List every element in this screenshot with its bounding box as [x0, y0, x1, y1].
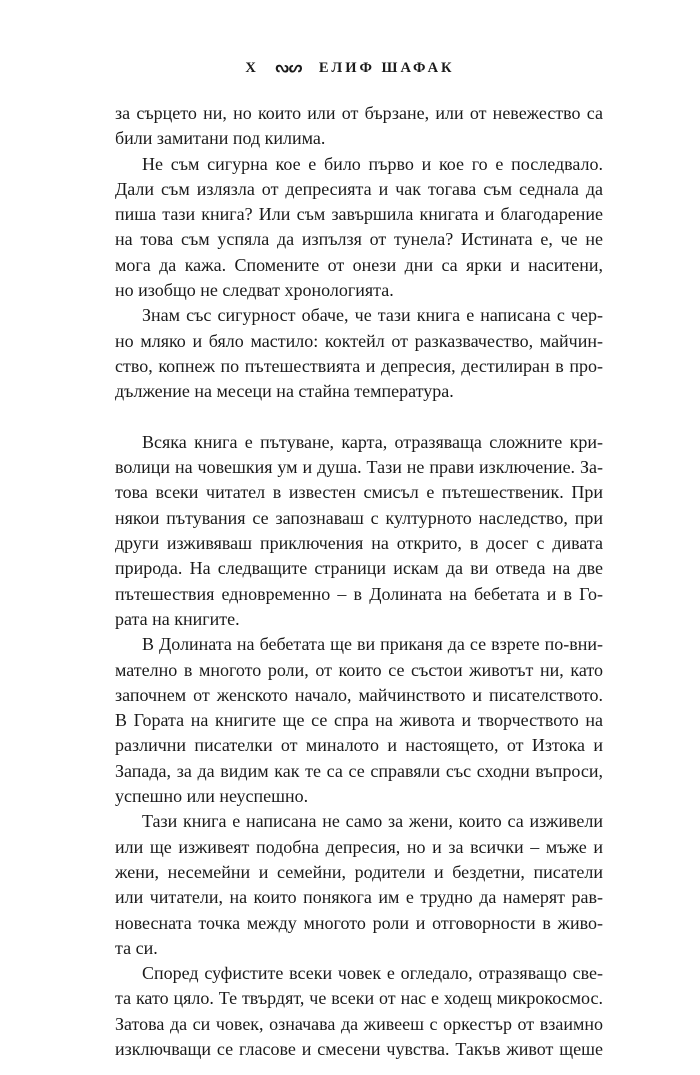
text-line: новесната точка между многото роли и отговорности в живо- [115, 912, 603, 933]
text-line: Всяка книга е пътуване, карта, отразяваща сложните кри- [142, 431, 603, 452]
text-line: Дали съм излязла от депресията и чак тогава съм седнала да [115, 178, 603, 199]
text-line: или ще изживеят подобна депресия, но и за всички – мъже и [115, 836, 603, 857]
author-name: ЕЛИФ ШАФАК [318, 60, 455, 76]
text-line: В Гората на книгите ще се спра на живота и творчеството на [115, 710, 603, 731]
page-number: X [245, 60, 259, 76]
text-line: Тази книга е написана не само за жени, които са изживели [142, 811, 603, 832]
text-line: някои пътувания се запознаваш с културното наследство, при [115, 507, 603, 528]
text-line: но мляко и бяло мастило: коктейл от разказвачество, майчин- [115, 330, 603, 351]
text-line: различни писателки от миналото и настоящето, от Изтока и [115, 735, 603, 756]
text-line: други изживяваш приключения на открито, в досег с дивата [115, 533, 603, 554]
text-line: жени, несемейни и семейни, родители и бездетни, писатели [115, 861, 603, 882]
text-line: мателно в многото роли, от които се състои животът ни, като [115, 659, 603, 680]
text-line: на това съм успяла да изпълзя от тунела? Истината е, че не [115, 229, 603, 250]
text-line: за сърцето ни, но които или от бързане, или от невежество са [115, 103, 603, 123]
paragraph [115, 809, 603, 961]
text-line: рата на книгите. [115, 608, 240, 629]
text-line: природа. На следващите страници искам да ви отведа на две [115, 558, 603, 579]
text-line: били замитани под килима. [115, 128, 326, 149]
text-line: пътешествия едновременно – в Долината на бебетата и в Го- [115, 583, 603, 604]
paragraph [115, 303, 603, 404]
paragraph [115, 152, 603, 304]
text-line: волици на човешкия ум и душа. Тази не прави изключение. За- [115, 457, 603, 478]
body-text [115, 101, 603, 1062]
text-line: успешно или неуспешно. [115, 786, 309, 807]
text-line: Знам със сигурност обаче, че тази книга е написана с чер- [142, 305, 603, 326]
text-line: Запада, за да видим как те са се справяли със сходни въпроси, [115, 760, 603, 781]
text-line: Не съм сигурна кое е било първо и кое го е последвало. [142, 153, 603, 174]
text-line: та като цяло. Те твърдят, че всеки от нас е ходещ микрокосмос. [115, 988, 603, 1009]
text-line: започнем от женското начало, майчинството и писателството. [115, 684, 603, 705]
text-line: та си. [115, 937, 158, 958]
text-line: Затова да си човек, означава да живееш с оркестър от взаимно [115, 1013, 603, 1034]
paragraph [115, 961, 603, 1062]
text-line: В Долината на бебетата ще ви приканя да се взрете по-вни- [142, 634, 603, 655]
text-line: мога да кажа. Спомените от онези дни са ярки и наситени, [115, 254, 603, 275]
text-line: ство, копнеж по пътешествията и депресия, дестилиран в про- [115, 355, 603, 376]
paragraph [115, 101, 603, 152]
text-line: или читатели, на които понякога им е трудно да намерят рав- [115, 887, 603, 908]
text-line: пиша тази книга? Или съм завършила книгата и благодарение [115, 204, 603, 225]
running-header [0, 58, 700, 77]
paragraph [115, 632, 603, 809]
text-line: Според суфистите всеки човек е огледало, отразяващо све- [142, 963, 603, 984]
section-break [115, 405, 603, 430]
text-line: изключващи се гласове и смесени чувства. Такъв живот щеше [115, 1038, 603, 1059]
text-line: но изобщо не следват хронологията. [115, 280, 394, 301]
ornament-icon: ᔓᔕ [275, 60, 303, 76]
paragraph [115, 430, 603, 632]
text-line: това всеки читател в известен смисъл е пътешественик. При [115, 482, 603, 503]
text-line: дължение на месеци на стайна температура. [115, 381, 454, 402]
